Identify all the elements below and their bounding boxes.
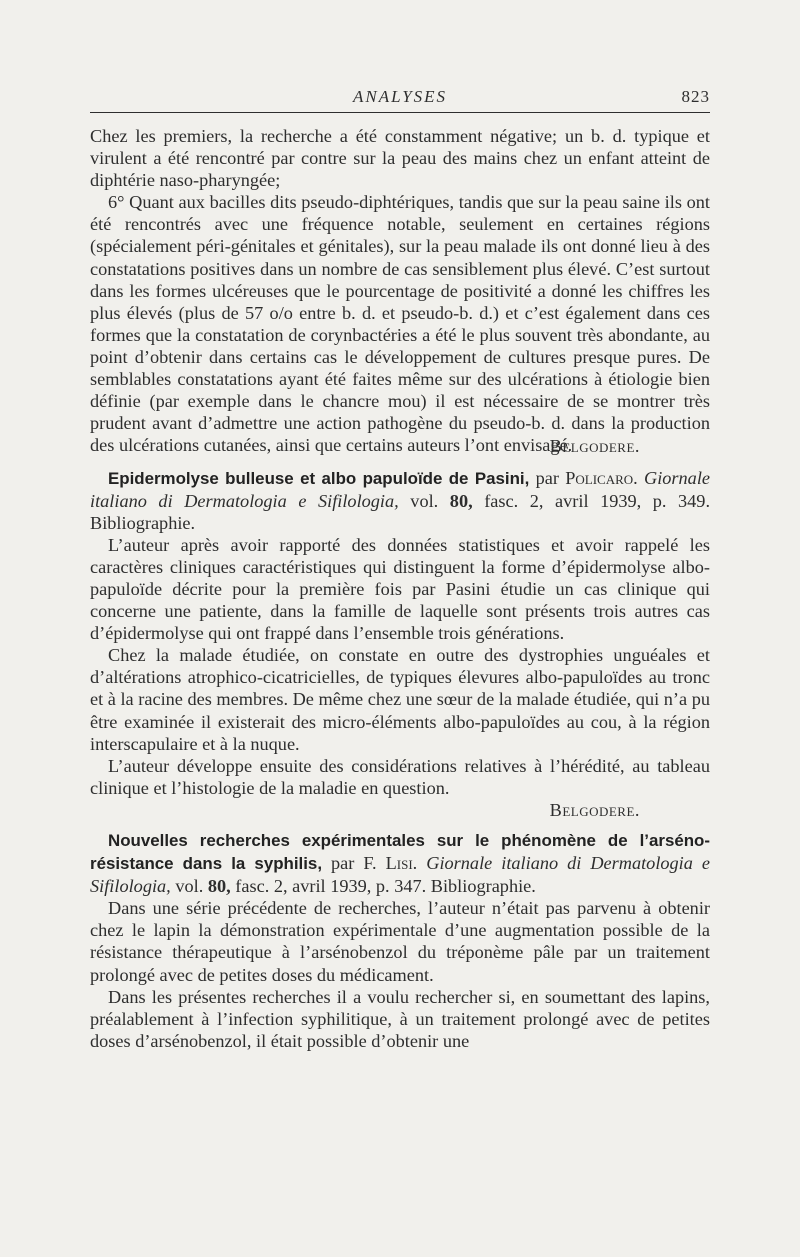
article-author: Policaro.	[565, 467, 638, 488]
article-author: F. Lisi.	[363, 853, 418, 874]
journal-name: Giornale italiano di Dermatologia e Sifilologia,	[90, 467, 711, 511]
article-title: Nouvelles recherches expérimentales sur le phénomène de l’arséno-résistance dans la syphilis,	[90, 831, 710, 874]
article-paragraph-3: L’auteur développe ensuite des considérations relatives à l’hérédité, au tableau clinique et l’histologie de la maladie en question.	[90, 755, 710, 798]
article-continuation	[90, 125, 710, 458]
running-title: ANALYSES	[352, 87, 448, 106]
running-header	[90, 87, 710, 111]
article-title: Epidermolyse bulleuse et albo papuloïde de Pasini,	[108, 468, 530, 488]
page-number: 823	[681, 87, 710, 106]
article-paragraph-1: Dans une série précédente de recherches, l’auteur n’était pas parvenu à obtenir chez le lapin la démonstration expérimentale d’une augmentation possible de la résistance thérapeutique à l’arsénobenzol du tréponème pâle par un traitement prolongé avec de petites doses du médicament.	[90, 898, 710, 985]
article-citation	[90, 467, 710, 534]
article-paragraph-2: Chez la malade étudiée, on constate en outre des dystrophies unguéales et d’altérations atrophico-cicatricielles, de typiques élevures albo-papuloïdes au tronc et à la racine des membres. De même chez une sœur de la malade étudiée, qui n’a pu être examinée il existerait des micro-éléments albo-papuloïdes au cou, à la région interscapulaire et à la nuque.	[90, 645, 710, 754]
citation-details: fasc. 2, avril 1939, p. 347. Bibliographie.	[235, 876, 536, 897]
author-prefix: par	[331, 853, 355, 874]
header-rule	[90, 112, 710, 113]
article-paragraph-2: Dans les présentes recherches il a voulu rechercher si, en soumettant des lapins, préalablement à l’infection syphilitique, à un traitement prolongé avec de petites doses d’arsénobenzol, il était possible d’obtenir une	[90, 986, 710, 1051]
volume-label: vol.	[410, 490, 439, 511]
article-signature: Belgodere.	[549, 799, 640, 820]
volume-number: 80,	[449, 490, 473, 511]
volume-label: vol.	[175, 876, 204, 897]
page-content	[90, 125, 710, 1052]
continuation-paragraph-2: 6° Quant aux bacilles dits pseudo-diphtériques, tandis que sur la peau saine ils ont été rencontrés avec une fréquence notable, seulement en certaines régions (spécialement péri-génitales et génitales), sur la peau malade ils ont donné lieu à des constatations positives dans un nombre de cas sensiblement plus élevé. C’est surtout dans les formes ulcéreuses que le pourcentage de positivité a donné les chiffres les plus élevés (plus de 57 o/o entre b. d. et pseudo-b. d.) et c’est également dans ces formes que la constatation de corynbactéries a été le plus souvent très abondante, au point d’obtenir dans certains cas le développement de cultures presque pures. De semblables constatations ayant été faites même sur des ulcérations à étiologie bien définie (par exemple dans le chancre mou) il est nécessaire de se montrer très prudent avant d’admettre une action pathogène du pseudo-b. d. dans la production des ulcérations cutanées, ainsi que certains auteurs l’ont envisagé.	[90, 192, 710, 456]
article-arsenoresistance	[90, 829, 710, 1052]
article-citation	[90, 829, 710, 897]
article-paragraph-1: L’auteur après avoir rapporté des données statistiques et avoir rappelé les caractères cliniques caractéristiques qui distinguent la forme d’épidermolyse albo-papuloïde décrite pour la première fois par Pasini étudie un cas clinique qui concerne une patiente, dans la famille de laquelle sont présents trois autres cas d’épidermolyse qui ont frappé dans l’ensemble trois générations.	[90, 534, 710, 644]
author-prefix: par	[535, 467, 559, 488]
article-signature: Belgodere.	[549, 436, 640, 457]
volume-number: 80,	[207, 876, 231, 897]
journal-name: Giornale italiano di Dermatologia e Sifilologia,	[90, 853, 711, 897]
article-epidermolyse	[90, 467, 710, 822]
continuation-paragraph-1: Chez les premiers, la recherche a été constamment négative; un b. d. typique et virulent a été rencontré par contre sur la peau des mains chez un enfant atteint de diphtérie naso-pharyngée;	[90, 126, 710, 191]
citation-details: fasc. 2, avril 1939, p. 349. Bibliographie.	[90, 490, 711, 533]
